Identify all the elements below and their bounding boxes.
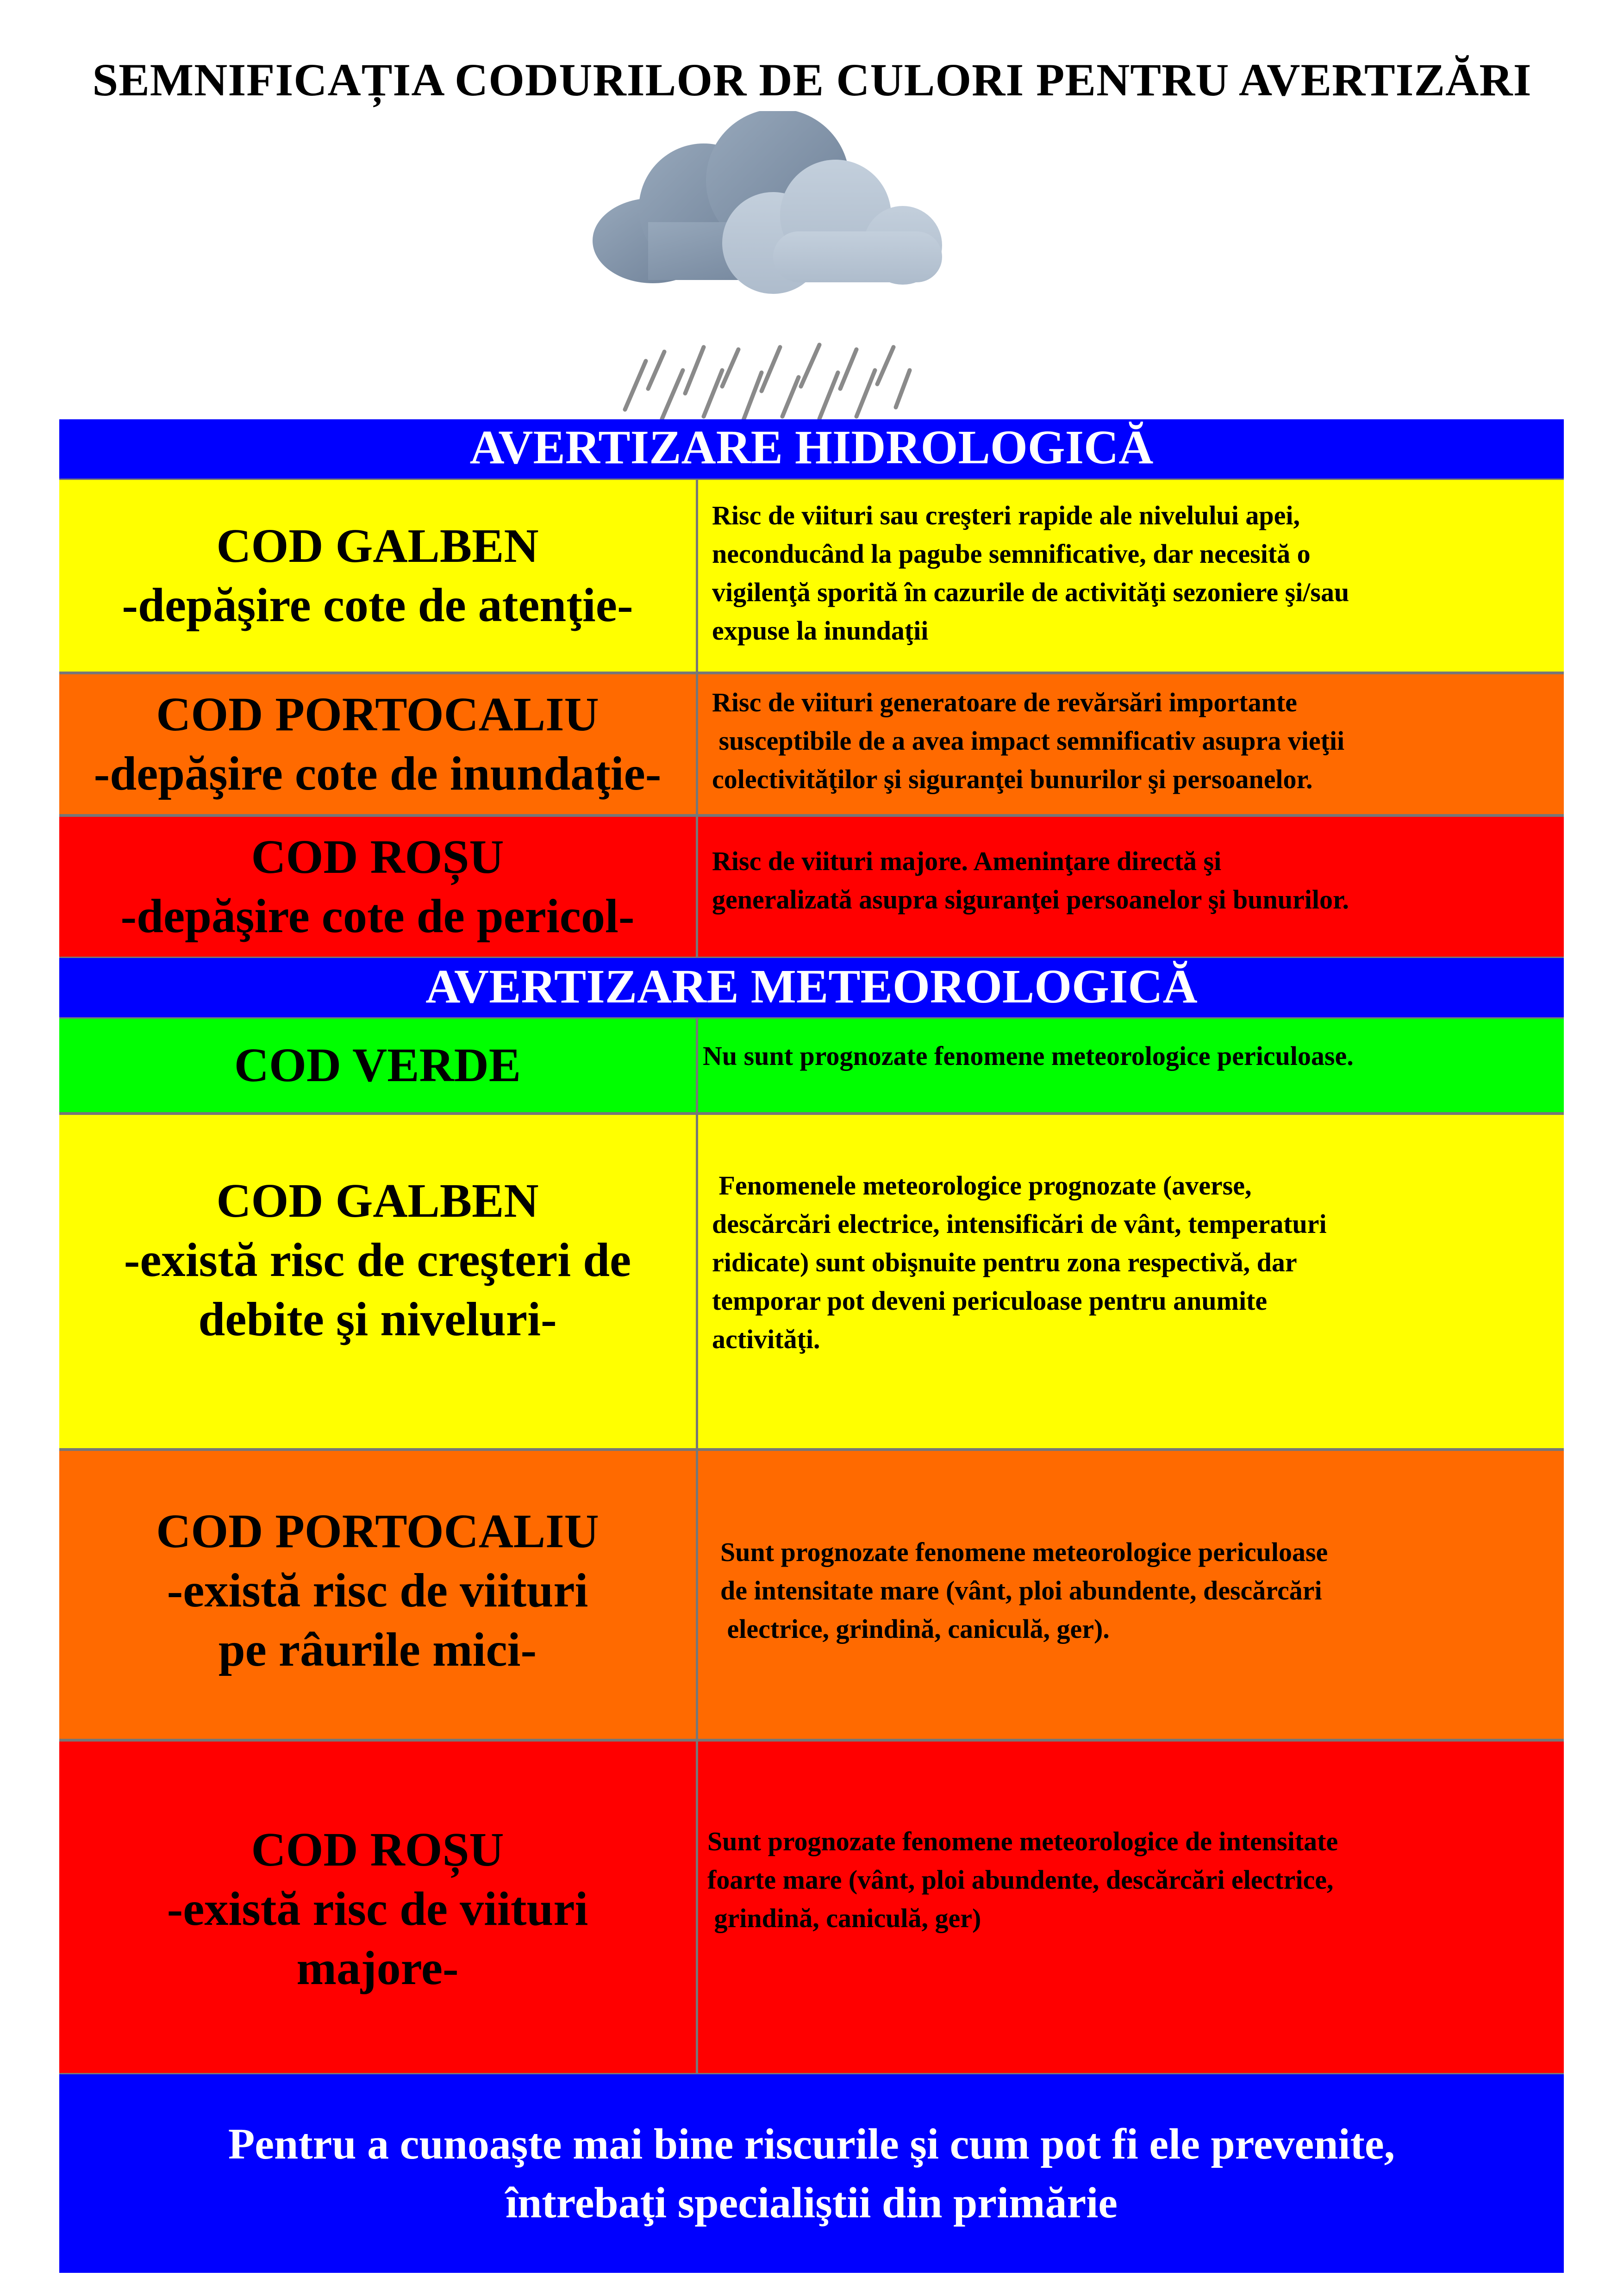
description-line: generalizată asupra siguranţei persoanelor şi bunurilor. xyxy=(712,884,1349,915)
meteo-description-cell xyxy=(698,1451,1564,1739)
description-line: Risc de viituri majore. Ameninţare directă şi xyxy=(712,846,1222,876)
footer-line: Pentru a cunoaşte mai bine riscurile şi cum pot fi ele prevenite, xyxy=(228,2120,1395,2168)
hydro-row-orange xyxy=(59,673,1564,815)
description-line: susceptibile de a avea impact semnificativ asupra vieţii xyxy=(712,725,1345,756)
meteo-code-cell xyxy=(59,1742,698,2073)
code-name: COD ROȘU xyxy=(251,830,504,884)
code-name: COD ROȘU xyxy=(251,1823,504,1876)
hydro-code-cell xyxy=(59,674,698,814)
code-subtitle: -depăşire cote de inundaţie- xyxy=(94,747,662,800)
code-subtitle: -depăşire cote de pericol- xyxy=(120,890,635,943)
code-subtitle: debite şi niveluri- xyxy=(198,1292,557,1346)
meteo-description-cell xyxy=(698,1742,1564,2073)
meteo-code-cell xyxy=(59,1115,698,1448)
hydro-row-red xyxy=(59,815,1564,958)
description-line: activităţi. xyxy=(712,1324,820,1354)
description-line: expuse la inundaţii xyxy=(712,615,929,646)
description-line: foarte mare (vânt, ploi abundente, descărcări electrice, xyxy=(707,1864,1334,1895)
page-title: SEMNIFICAȚIA CODURILOR DE CULORI PENTRU AVERTIZĂRI xyxy=(92,54,1532,106)
code-name: COD GALBEN xyxy=(216,1174,539,1227)
code-subtitle: -depăşire cote de atenţie- xyxy=(122,579,633,632)
meteo-heading xyxy=(59,958,1564,1017)
meteo-row-orange xyxy=(59,1450,1564,1740)
description-line: ridicate) sunt obişnuite pentru zona respectivă, dar xyxy=(712,1247,1297,1277)
description-line: Nu sunt prognozate fenomene meteorologice periculoase. xyxy=(703,1041,1354,1071)
meteo-row-yellow xyxy=(59,1114,1564,1450)
hydro-description-cell xyxy=(698,674,1564,814)
code-subtitle: pe râurile mici- xyxy=(218,1623,537,1676)
meteo-heading-text: AVERTIZARE METEOROLOGICĂ xyxy=(425,960,1198,1013)
code-name: COD PORTOCALIU xyxy=(156,1505,599,1558)
description-line: de intensitate mare (vânt, ploi abundente, descărcări xyxy=(720,1575,1322,1605)
code-subtitle: -există risc de viituri xyxy=(167,1882,588,1935)
code-name: COD VERDE xyxy=(234,1039,521,1092)
code-name: COD GALBEN xyxy=(216,519,539,573)
description-line: Fenomenele meteorologice prognozate (averse, xyxy=(712,1170,1252,1201)
hydro-description-cell xyxy=(698,817,1564,957)
rain-cloud-icon xyxy=(579,111,981,426)
hydro-code-cell xyxy=(59,480,698,672)
footer-note xyxy=(59,2074,1564,2273)
description-line: Risc de viituri generatoare de revărsări importante xyxy=(712,687,1297,717)
description-line: Risc de viituri sau creşteri rapide ale nivelului apei, xyxy=(712,500,1300,530)
code-name: COD PORTOCALIU xyxy=(156,688,599,741)
code-subtitle: -există risc de creşteri de xyxy=(124,1233,631,1287)
code-subtitle: majore- xyxy=(296,1941,459,1995)
meteo-code-cell xyxy=(59,1019,698,1112)
description-line: grindină, caniculă, ger) xyxy=(707,1903,981,1933)
hydro-description-cell xyxy=(698,480,1564,672)
description-line: neconducând la pagube semnificative, dar necesită o xyxy=(712,538,1311,569)
meteo-code-cell xyxy=(59,1451,698,1739)
footer-line: întrebaţi specialiştii din primărie xyxy=(505,2178,1118,2227)
description-line: vigilenţă sporită în cazurile de activităţi sezoniere şi/sau xyxy=(712,577,1349,607)
meteo-description-cell xyxy=(698,1019,1564,1112)
code-subtitle: -există risc de viituri xyxy=(167,1563,588,1617)
description-line: Sunt prognozate fenomene meteorologice de intensitate xyxy=(707,1826,1338,1856)
hydro-heading-text: AVERTIZARE HIDROLOGICĂ xyxy=(469,421,1154,474)
meteo-row-green xyxy=(59,1017,1564,1114)
meteo-row-red xyxy=(59,1740,1564,2074)
description-line: Sunt prognozate fenomene meteorologice periculoase xyxy=(720,1537,1328,1567)
hydro-code-cell xyxy=(59,817,698,957)
hydro-row-yellow xyxy=(59,479,1564,673)
description-line: electrice, grindină, caniculă, ger). xyxy=(720,1613,1110,1644)
description-line: descărcări electrice, intensificări de vânt, temperaturi xyxy=(712,1208,1327,1239)
hydro-heading xyxy=(59,419,1564,479)
description-line: temporar pot deveni periculoase pentru anumite xyxy=(712,1285,1268,1316)
meteo-description-cell xyxy=(698,1115,1564,1448)
description-line: colectivităţilor şi siguranţei bunurilor şi persoanelor. xyxy=(712,764,1313,794)
